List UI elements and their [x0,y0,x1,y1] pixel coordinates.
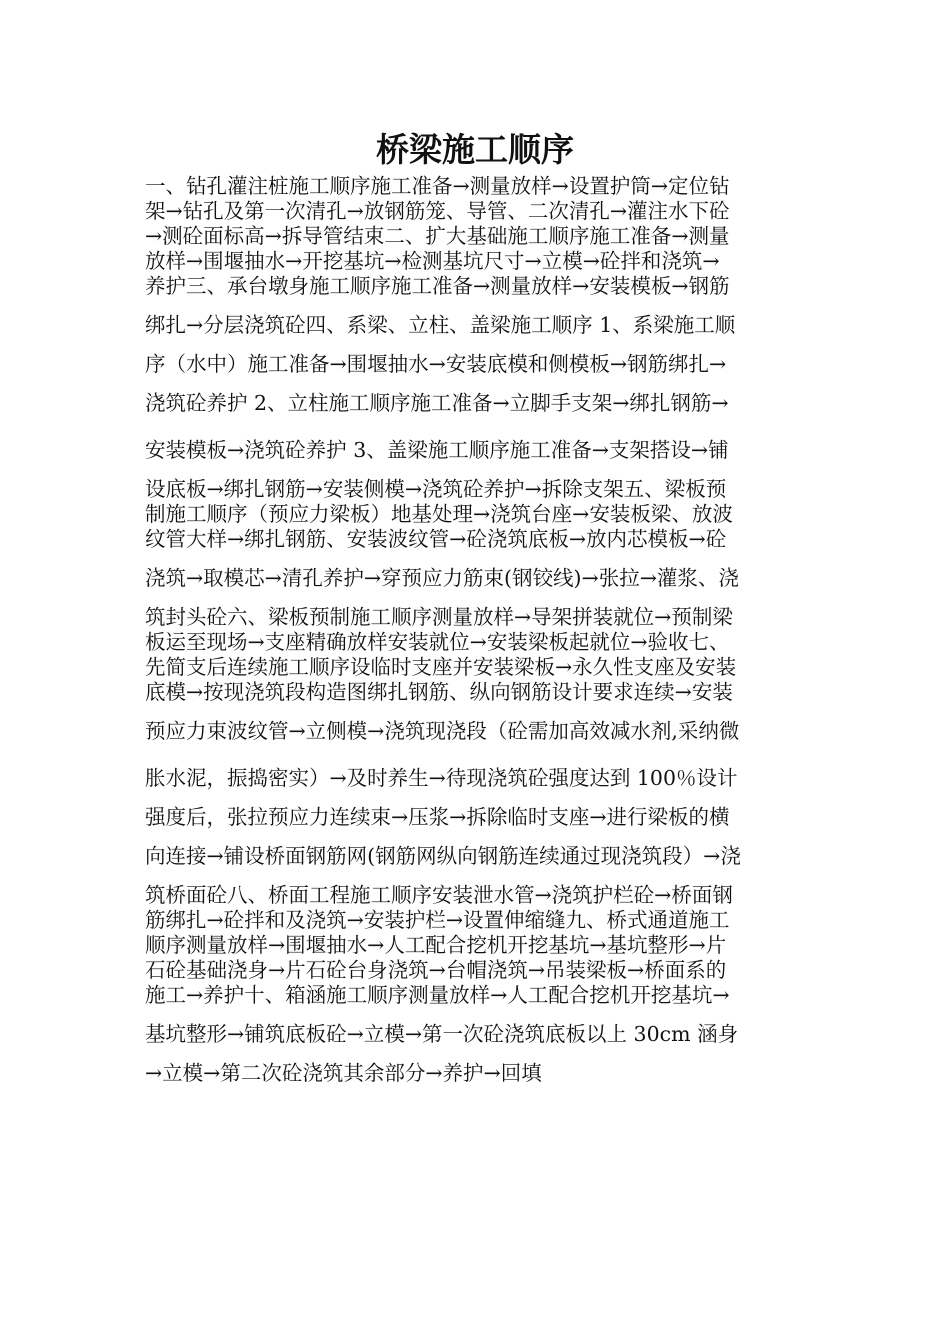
text-line: 制施工顺序（预应力梁板）地基处理→浇筑台座→安装板梁、放波 [145,502,733,526]
text-line: 底模→按现浇筑段构造图绑扎钢筋、纵向钢筋设计要求连续→安装 [145,680,733,704]
text-line: 序（水中）施工准备→围堰抽水→安装底模和侧模板→钢筋绑扎→ [145,352,727,376]
text-line: →立模→第二次砼浇筑其余部分→养护→回填 [145,1061,542,1085]
text-line: 胀水泥，振捣密实）→及时养生→待现浇筑砼强度达到 100％设计 [145,766,738,790]
text-line: 板运至现场→支座精确放样安装就位→安装梁板起就位→验收七、 [145,630,730,654]
text-line: 养护三、承台墩身施工顺序施工准备→测量放样→安装模板→钢筋 [145,274,730,298]
text-line: 浇筑→取模芯→清孔养护→穿预应力筋束(钢铰线)→张拉→灌浆、浇 [145,566,739,590]
text-line: 预应力束波纹管→立侧模→浇筑现浇段（砼需加高效减水剂,采纳微 [145,719,740,743]
text-line: 基坑整形→铺筑底板砼→立模→第一次砼浇筑底板以上 30cm 涵身 [145,1022,739,1046]
document-title: 桥梁施工顺序 [376,130,574,169]
text-line: 筋绑扎→砼拌和及浇筑→安装护栏→设置伸缩缝九、桥式通道施工 [145,908,730,932]
text-line: 筑封头砼六、梁板预制施工顺序测量放样→导架拼装就位→预制梁 [145,605,733,629]
text-line: 放样→围堰抽水→开挖基坑→检测基坑尺寸→立模→砼拌和浇筑→ [145,249,720,273]
text-line: 向连接→铺设桥面钢筋网(钢筋网纵向钢筋连续通过现浇筑段）→浇 [145,844,741,868]
text-line: 绑扎→分层浇筑砼四、系梁、立柱、盖梁施工顺序 1、系梁施工顺 [145,313,736,337]
text-line: 安装模板→浇筑砼养护 3、盖梁施工顺序施工准备→支架搭设→铺 [145,438,729,462]
text-line: 一、钻孔灌注桩施工顺序施工准备→测量放样→设置护筒→定位钻 [145,174,730,198]
text-line: 架→钻孔及第一次清孔→放钢筋笼、导管、二次清孔→灌注水下砼 [145,199,730,223]
text-line: 石砼基础浇身→片石砼台身浇筑→台帽浇筑→吊装梁板→桥面系的 [145,958,727,982]
text-line: 先简支后连续施工顺序设临时支座并安装梁板→永久性支座及安装 [145,655,737,679]
text-line: 浇筑砼养护 2、立柱施工顺序施工准备→立脚手支架→绑扎钢筋→ [145,391,729,415]
text-line: 纹管大样→绑扎钢筋、安装波纹管→砼浇筑底板→放内芯模板→砼 [145,527,727,551]
text-line: 强度后，张拉预应力连续束→压浆→拆除临时支座→进行梁板的横 [145,805,730,829]
text-line: →测砼面标高→拆导管结束二、扩大基础施工顺序施工准备→测量 [145,224,730,248]
text-line: 施工→养护十、箱涵施工顺序测量放样→人工配合挖机开挖基坑→ [145,983,730,1007]
text-line: 顺序测量放样→围堰抽水→人工配合挖机开挖基坑→基坑整形→片 [145,933,727,957]
text-line: 设底板→绑扎钢筋→安装侧模→浇筑砼养护→拆除支架五、梁板预 [145,477,727,501]
document-body [145,174,810,1086]
text-line: 筑桥面砼八、桥面工程施工顺序安装泄水管→浇筑护栏砼→桥面钢 [145,883,733,907]
